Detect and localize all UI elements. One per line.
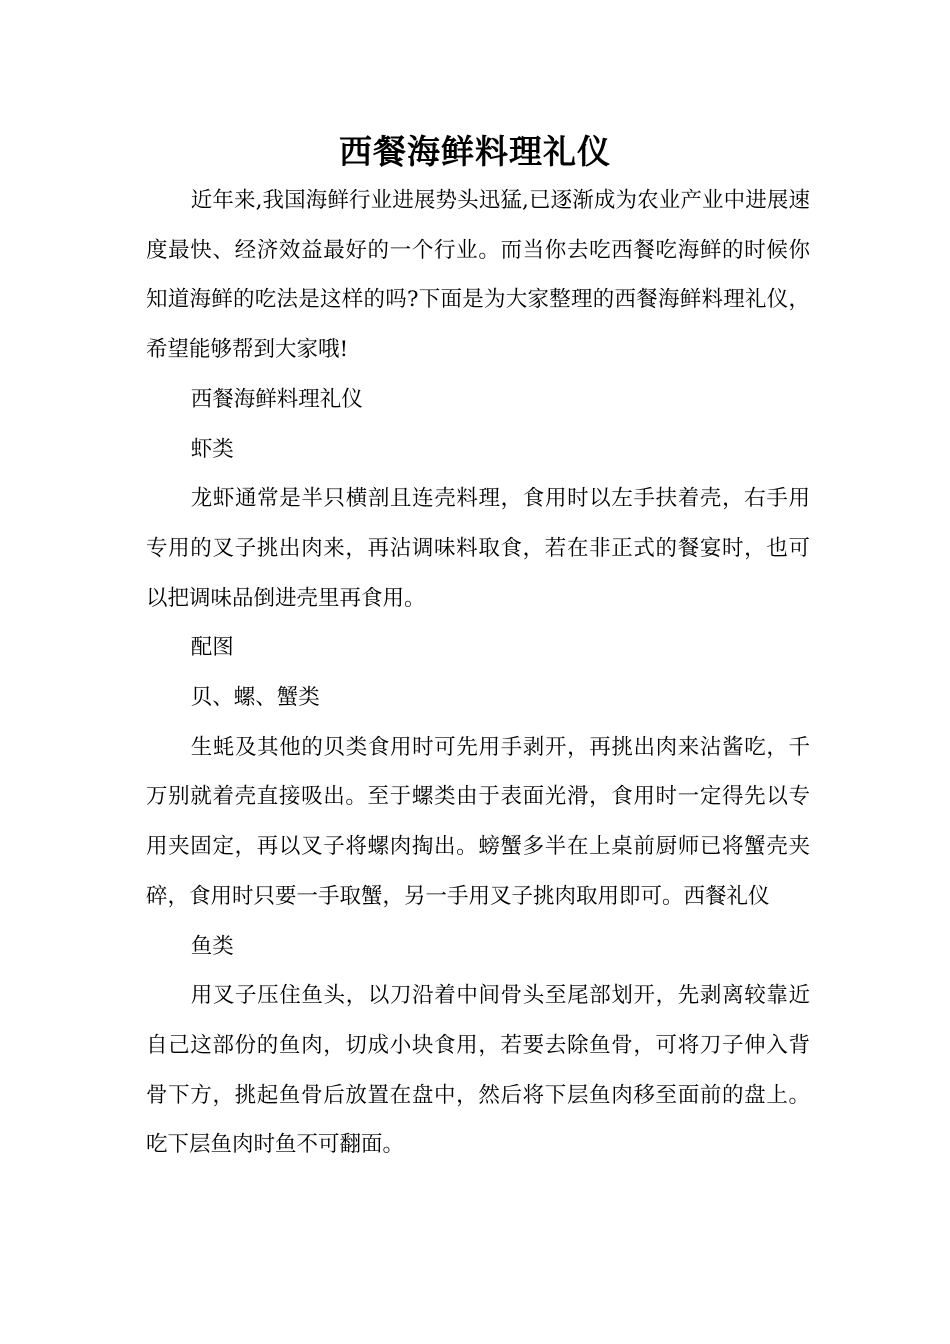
paragraph-shellfish: 生蚝及其他的贝类食用时可先用手剥开，再挑出肉来沾酱吃，千万别就着壳直接吸出。至于螺类由于表面光滑，食用时一定得先以专用夹固定，再以叉子将螺肉掏出。螃蟹多半在上桌前厨师已将蟹壳夹碎，食用时只要一手取蟹，另一手用叉子挑肉取用即可。西餐礼仪 bbox=[146, 734, 810, 909]
paragraph-fish: 用叉子压住鱼头，以刀沿着中间骨头至尾部划开，先剥离较靠近自己这部份的鱼肉，切成小块食用，若要去除鱼骨，可将刀子伸入背骨下方，挑起鱼骨后放置在盘中，然后将下层鱼肉移至面前的盘上。吃下层鱼肉时鱼不可翻面。 bbox=[146, 983, 810, 1158]
section-heading-shrimp: 虾类 bbox=[190, 436, 234, 462]
paragraph-shrimp: 龙虾通常是半只横剖且连壳料理，食用时以左手扶着壳，右手用专用的叉子挑出肉来，再沾调味料取食，若在非正式的餐宴时，也可以把调味品倒进壳里再食用。 bbox=[146, 486, 810, 611]
section-heading-fish: 鱼类 bbox=[190, 933, 234, 959]
paragraph-intro: 近年来,我国海鲜行业进展势头迅猛,已逐渐成为农业产业中进展速度最快、经济效益最好的一个行业。而当你去吃西餐吃海鲜的时候你知道海鲜的吃法是这样的吗?下面是为大家整理的西餐海鲜料理礼仪，希望能够帮到大家哦! bbox=[146, 188, 810, 363]
section-heading-main: 西餐海鲜料理礼仪 bbox=[190, 386, 363, 412]
document-body bbox=[146, 176, 810, 1170]
document-title: 西餐海鲜料理礼仪 bbox=[339, 132, 611, 171]
section-heading-shellfish: 贝、螺、蟹类 bbox=[190, 685, 320, 711]
figure-caption: 配图 bbox=[190, 635, 234, 661]
